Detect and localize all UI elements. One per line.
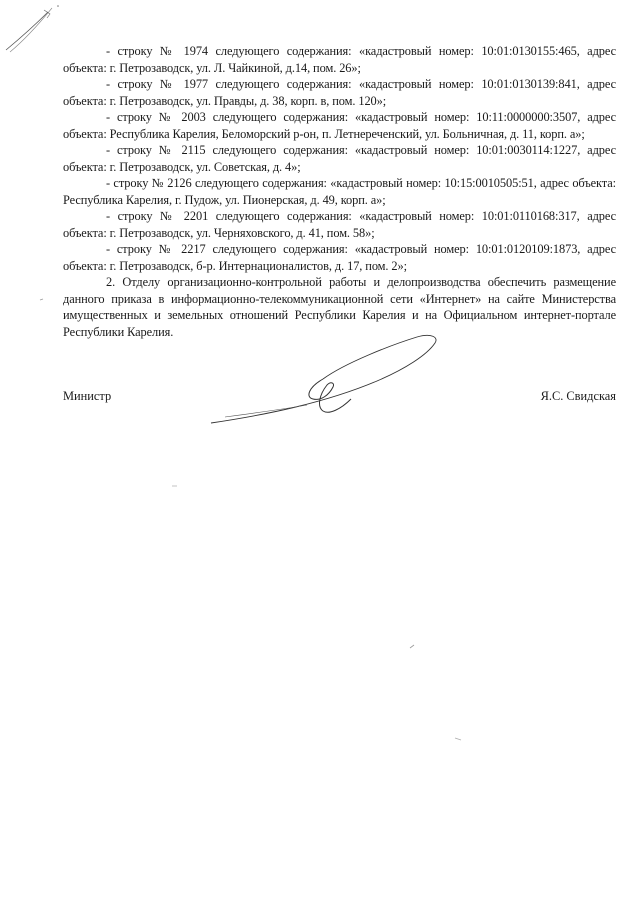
list-item-1974: - строку № 1974 следующего содержания: «кадастровый номер: 10:01:0130155:465, адрес объекта: г. Петрозаводск, ул. Л. Чайкиной, д.14, пом. 26»; (63, 44, 616, 75)
clause-2-paragraph: 2. Отделу организационно-контрольной работы и делопроизводства обеспечить размещение данного приказа в информационно-телекоммуникационной сети «Интернет» на сайте Министерства имущественных и земельных отношений Республики Карелия и на Официальном интернет-портале Республики Карелия. (63, 275, 616, 339)
list-item-2126: - строку № 2126 следующего содержания: «кадастровый номер: 10:15:0010505:51, адрес объекта: Республика Карелия, г. Пудож, ул. Пионерская, д. 49, корп. а»; (63, 176, 616, 207)
signer-name: Я.С. Свидская (540, 389, 616, 403)
list-item-2003: - строку № 2003 следующего содержания: «кадастровый номер: 10:11:0000000:3507, адрес объекта: Республика Карелия, Беломорский р-он, п. Летнереченский, ул. Больничная, д. 11, корп. а»; (63, 110, 616, 141)
list-item-2217: - строку № 2217 следующего содержания: «кадастровый номер: 10:01:0120109:1873, адрес объекта: г. Петрозаводск, б-р. Интернационалистов, д. 17, пом. 2»; (63, 242, 616, 273)
signer-title: Министр (63, 389, 112, 403)
list-item-1977: - строку № 1977 следующего содержания: «кадастровый номер: 10:01:0130139:841, адрес объекта: г. Петрозаводск, ул. Правды, д. 38, корп. в, пом. 120»; (63, 77, 616, 108)
list-item-2115: - строку № 2115 следующего содержания: «кадастровый номер: 10:01:0030114:1227, адрес объекта: г. Петрозаводск, ул. Советская, д. 4»; (63, 143, 616, 174)
list-item-2201: - строку № 2201 следующего содержания: «кадастровый номер: 10:01:0110168:317, адрес объекта: г. Петрозаводск, ул. Черняховского, д. 41, пом. 58»; (63, 209, 616, 240)
